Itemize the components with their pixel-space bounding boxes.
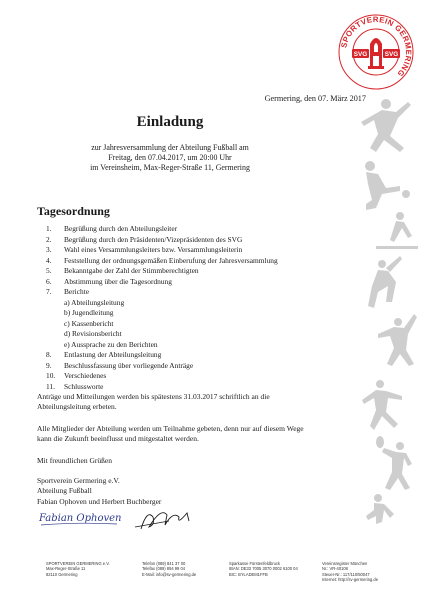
agenda-list (46, 224, 278, 392)
agenda-number: 11. (46, 381, 55, 391)
agenda-number: 3. (46, 245, 52, 254)
footer-line: Telefon (089) 841 37 00 (142, 561, 186, 566)
paragraph-line: Abteilungsleitung erbeten. (37, 402, 117, 412)
footer-line: Internet: http://sv-germering.de (322, 576, 378, 582)
agenda-text: Wahl eines Versammlungsleiters bzw. Versammlungsleiterin (64, 245, 243, 254)
agenda-number: 1. (46, 224, 52, 233)
footer-address (46, 561, 110, 577)
signature (37, 503, 217, 533)
agenda-text: Bekanntgabe der Zahl der Stimmberechtigten (64, 266, 199, 275)
logo-ring-text: SPORTVEREIN GERMERING (339, 14, 414, 79)
paragraph-line: Alle Mitglieder der Abteilung werden um Teilnahme gebeten, denn nur auf diesem Wege (37, 424, 304, 433)
intro-line: zur Jahresversammlung der Abteilung Fußball am (91, 143, 249, 152)
closing-greeting (37, 456, 367, 466)
agenda-item (46, 350, 278, 361)
club-logo (334, 8, 418, 92)
footer-line: E-Mail: info@sv-germering.de (142, 571, 197, 577)
agenda-text: Entlastung der Abteilungsleitung (64, 350, 162, 359)
agenda-text: Verschiedenes (64, 371, 107, 380)
agenda-subitem-text: a) Abteilungsleitung (64, 297, 125, 307)
footer-line: Max-Reger-Straße 11 (46, 566, 86, 572)
agenda-text: Begrüßung durch den Präsidenten/Vizepräsidenten des SVG (64, 234, 243, 244)
letter-title: Einladung (136, 114, 204, 130)
agenda-text: Feststellung der ordnungsgemäßen Einberufung der Jahresversammlung (64, 255, 278, 265)
agenda-subitem-text: c) Kassenbericht (64, 318, 114, 328)
sender-line: Abteilung Fußball (37, 486, 92, 496)
logo-badge-right: SVG (384, 51, 399, 58)
agenda-subitem-text: e) Aussprache zu den Berichten (64, 339, 158, 349)
sender-line: Sportverein Germering e.V. (37, 476, 120, 485)
agenda-item (46, 245, 278, 256)
paragraph-line: kann die Zukunft beeinflusst und mitgestaltet werden. (37, 434, 199, 444)
agenda-item (46, 266, 278, 277)
paragraph-line: Anträge und Mitteilungen werden bis spätestens 31.03.2017 schriftlich an die (37, 392, 270, 401)
agenda-subitem-text: b) Jugendleitung (64, 308, 114, 317)
footer-registry (322, 561, 378, 582)
agenda-item (46, 287, 278, 298)
agenda-number: 5. (46, 266, 52, 275)
footer-line: Vereinsregister München (322, 561, 368, 566)
intro-line: Freitag, den 07.04.2017, um 20:00 Uhr (108, 153, 232, 163)
agenda-item (46, 235, 278, 246)
footer-line: Nr.: VR-40108 (322, 566, 348, 572)
logo-badge-left: SVG (353, 51, 368, 58)
agenda-subitem (46, 329, 278, 340)
agenda-item (46, 361, 278, 372)
footer-line: Telefax (089) 894 99 04 (142, 566, 186, 572)
footer-line: Steuer-Nr.: 117/110/50047 (322, 571, 370, 577)
invitation-details (0, 143, 340, 174)
agenda-number: 10. (46, 371, 56, 380)
agenda-subitem (46, 308, 278, 319)
sender-line: Fabian Ophoven und Herbert Buchberger (37, 496, 162, 506)
agenda-number: 2. (46, 234, 52, 244)
agenda-text: Schlussworte (64, 381, 104, 391)
participation-paragraph (37, 424, 367, 445)
agenda-number: 9. (46, 360, 52, 370)
footer-contact (142, 561, 196, 577)
letterhead-footer (46, 561, 386, 595)
agenda-text: Begrüßung durch den Abteilungsleiter (64, 224, 178, 233)
agenda-item (46, 277, 278, 288)
footer-line: IBAN: DE33 7005 3070 0002 6100 04 (229, 566, 298, 572)
agenda-number: 4. (46, 255, 52, 265)
greeting-line: Mit freundlichen Grüßen (37, 456, 112, 465)
footer-bank (229, 561, 298, 577)
footer-line: Sparkasse Fürstenfeldbruck (229, 561, 280, 566)
handwritten-name: Fabian Ophoven (39, 513, 122, 524)
agenda-text: Abstimmung über die Tagesordnung (64, 276, 172, 286)
agenda-number: 6. (46, 276, 52, 286)
agenda-number: 7. (46, 287, 52, 296)
footer-line: 82110 Germering (46, 571, 78, 577)
agenda-item (46, 256, 278, 267)
agenda-text: Beschlussfassung über vorliegende Anträge (64, 360, 194, 370)
agenda-text: Berichte (64, 287, 90, 296)
agenda-number: 8. (46, 350, 52, 359)
letter-date: Germering, den 07. März 2017 (264, 94, 366, 103)
footer-line: SPORTVEREIN GERMERING e.V. (46, 561, 110, 566)
agenda-subitem-text: d) Revisionsbericht (64, 329, 122, 338)
agenda-subitem (46, 298, 278, 309)
agenda-heading: Tagesordnung (37, 204, 110, 218)
agenda-item (46, 224, 278, 235)
agenda-subitem (46, 319, 278, 330)
intro-line: im Vereinsheim, Max-Reger-Straße 11, Germering (90, 163, 250, 173)
agenda-item (46, 382, 278, 393)
agenda-item (46, 371, 278, 382)
submission-paragraph (37, 392, 367, 413)
footer-line: BIC: BYLADEM1FFB (229, 571, 268, 577)
agenda-subitem (46, 340, 278, 351)
